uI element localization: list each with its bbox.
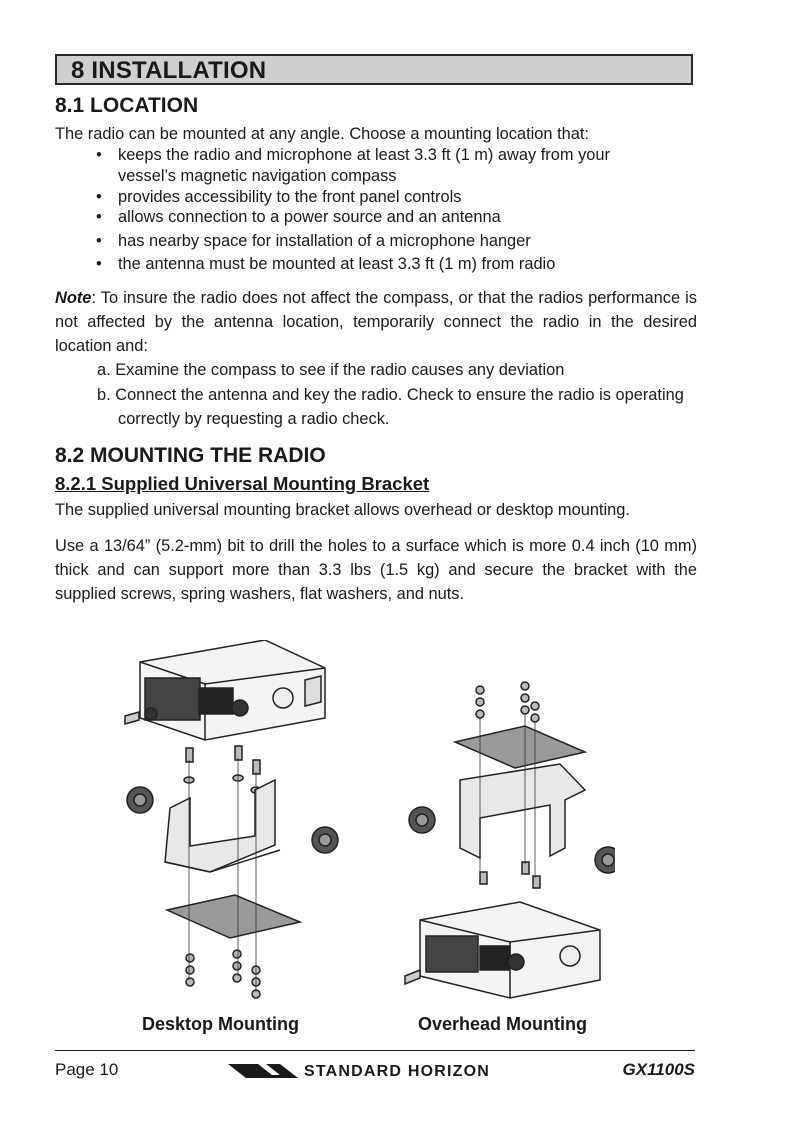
location-intro: The radio can be mounted at any angle. Choose a mounting location that: bbox=[55, 125, 589, 143]
page-number: Page 10 bbox=[55, 1060, 119, 1079]
section-heading-location: 8.1 LOCATION bbox=[55, 94, 199, 117]
step-b: b. Connect the antenna and key the radio. Check to ensure the radio is operating correctly by requesting a radio check. bbox=[97, 386, 684, 428]
section-heading-mounting: 8.2 MOUNTING THE RADIO bbox=[55, 444, 326, 467]
overhead-mounting-caption: Overhead Mounting bbox=[418, 1014, 588, 1034]
footer-divider bbox=[55, 1050, 695, 1051]
step-a: a. Examine the compass to see if the radio causes any deviation bbox=[97, 361, 565, 379]
brand-logo bbox=[228, 1060, 491, 1086]
model-name: GX1100S bbox=[622, 1060, 695, 1079]
bracket-paragraph-1: The supplied universal mounting bracket allows overhead or desktop mounting. bbox=[55, 501, 630, 519]
desktop-mounting-diagram bbox=[115, 640, 355, 1005]
subsection-heading-bracket: 8.2.1 Supplied Universal Mounting Bracket bbox=[55, 473, 430, 494]
bracket-paragraph-2: Use a 13/64” (5.2-mm) bit to drill the holes to a surface which is more 0.4 inch (10 mm) thick and can support more than 3.3 lbs (1.5 kg) and secure the bracket with the supplied screws, spring washers, flat washers, and nuts. bbox=[55, 537, 697, 603]
chapter-title-bar bbox=[55, 54, 693, 85]
brand-name: STANDARD HORIZON bbox=[304, 1063, 491, 1080]
overhead-mounting-diagram bbox=[400, 680, 615, 1010]
note-paragraph: Note: To insure the radio does not affect the compass, or that the radios performance is not affected by the antenna location, temporarily connect the radio in the desired location and: bbox=[55, 289, 697, 355]
chapter-title: 8 INSTALLATION bbox=[71, 57, 267, 84]
desktop-mounting-caption: Desktop Mounting bbox=[142, 1014, 299, 1034]
brand-mark-icon bbox=[228, 1060, 298, 1082]
